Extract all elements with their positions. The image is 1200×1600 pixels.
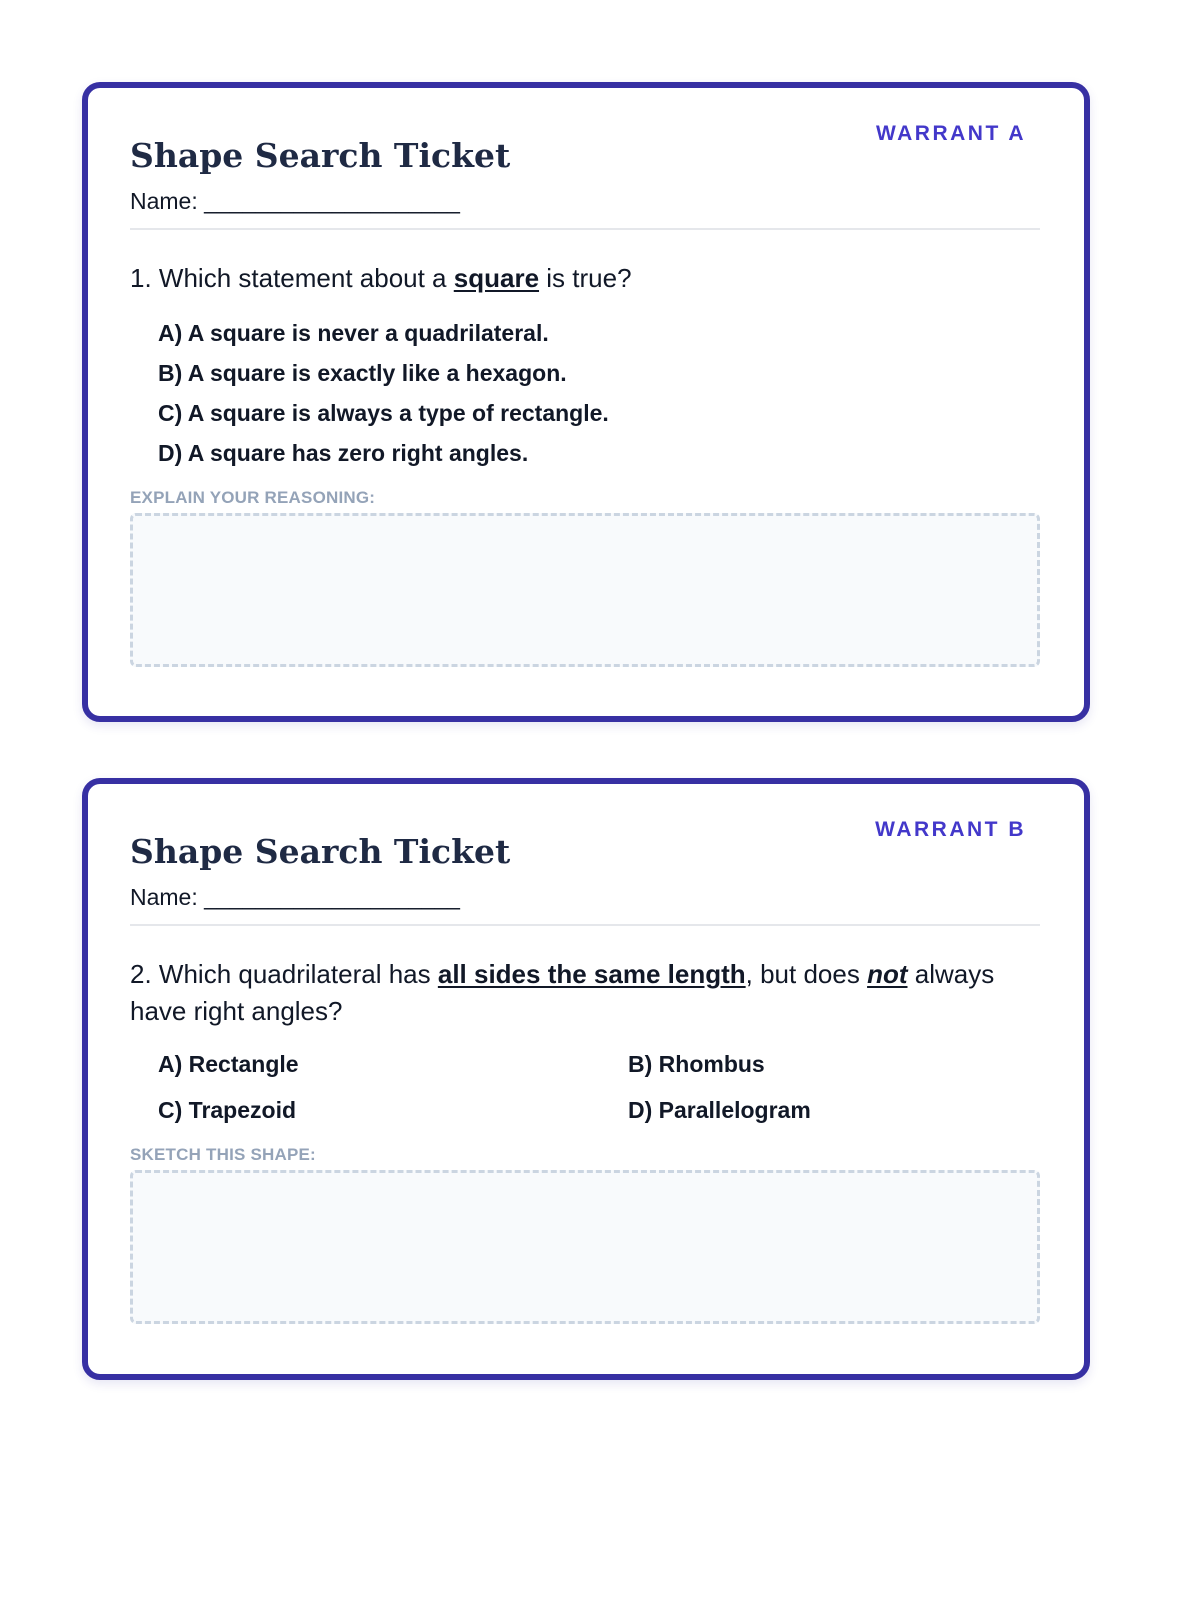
question-2	[130, 956, 1040, 1030]
question-number: 1.	[130, 263, 152, 293]
ticket-title: Shape Search Ticket	[130, 832, 511, 871]
warrant-label: WARRANT A	[875, 122, 1026, 145]
warrant-label: WARRANT B	[875, 818, 1026, 841]
option-d[interactable]: D) A square has zero right angles.	[158, 440, 529, 466]
sketch-label: SKETCH THIS SHAPE:	[130, 1145, 316, 1164]
question-text-middle: , but does	[745, 959, 860, 989]
option-a[interactable]: A) A square is never a quadrilateral.	[158, 320, 549, 346]
sketch-box[interactable]	[130, 1170, 1040, 1324]
reasoning-box[interactable]	[130, 513, 1040, 667]
name-field[interactable]: Name: ____________________	[130, 186, 1040, 230]
question-1	[130, 260, 1040, 297]
option-b[interactable]: B) Rhombus	[628, 1051, 765, 1077]
question-highlight: all sides the same length	[437, 959, 746, 989]
option-b[interactable]: B) A square is exactly like a hexagon.	[158, 360, 567, 386]
question-text-end: always have right angles?	[130, 959, 995, 1026]
question-text: Which quadrilateral has	[158, 959, 431, 989]
question-emphasis: not	[867, 959, 908, 989]
ticket-title: Shape Search Ticket	[130, 136, 511, 175]
name-field[interactable]: Name: ____________________	[130, 882, 1040, 926]
question-highlight: square	[453, 263, 540, 293]
answer-options	[130, 313, 1040, 473]
option-d[interactable]: D) Parallelogram	[628, 1097, 811, 1123]
option-c[interactable]: C) Trapezoid	[158, 1097, 297, 1123]
ticket-a	[82, 82, 1090, 722]
question-text: Which statement about a	[158, 263, 447, 293]
option-c[interactable]: C) A square is always a type of rectangle.	[158, 400, 609, 426]
ticket-b	[82, 778, 1090, 1380]
option-a[interactable]: A) Rectangle	[158, 1051, 299, 1077]
question-text-end: is true?	[546, 263, 632, 293]
reasoning-label: EXPLAIN YOUR REASONING:	[130, 488, 376, 507]
answer-options	[130, 1044, 1040, 1130]
question-number: 2.	[130, 959, 152, 989]
